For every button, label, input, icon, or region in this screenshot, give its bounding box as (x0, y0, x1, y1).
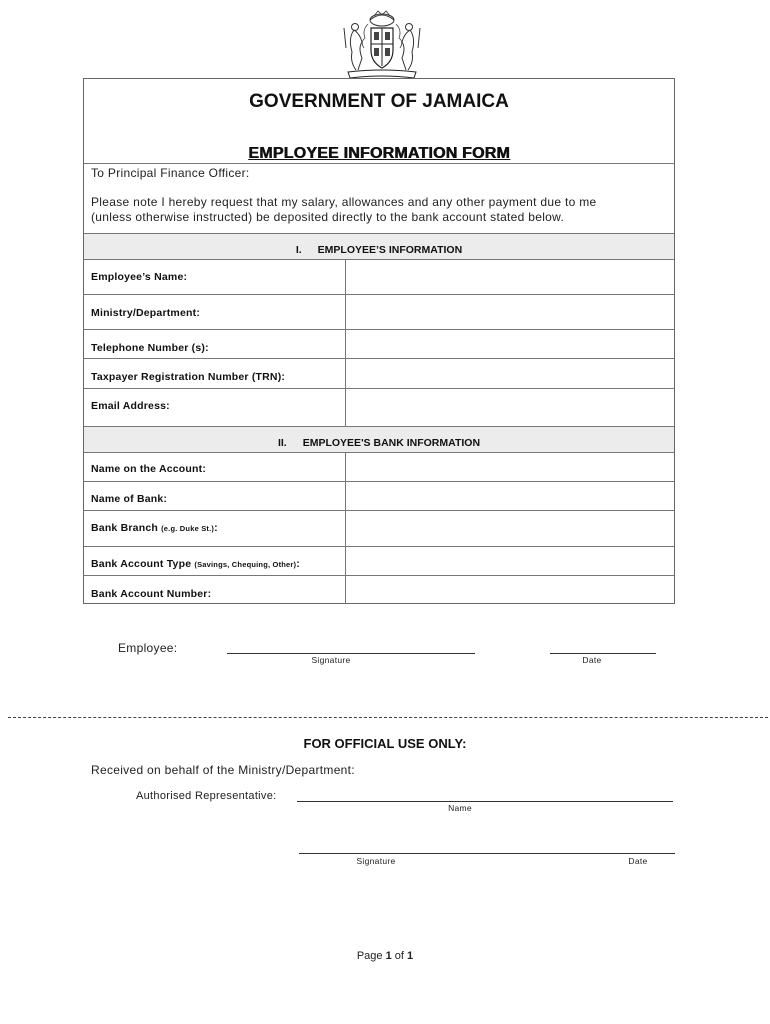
rep-signature-line[interactable] (299, 853, 675, 854)
section2-heading: EMPLOYEE'S BANK INFORMATION (302, 437, 481, 449)
trn-field[interactable] (346, 359, 675, 388)
telephone-field[interactable] (346, 330, 675, 358)
employee-name-label: Employee’s Name: (91, 271, 188, 283)
addressee-text: To Principal Finance Officer: (91, 166, 250, 180)
rep-name-line[interactable] (297, 801, 673, 802)
request-text-line2: (unless otherwise instructed) be deposited directly to the bank account stated below. (91, 210, 565, 224)
account-type-hint: (Savings, Chequing, Other) (194, 560, 297, 569)
section1-header (84, 233, 674, 259)
section2-header (84, 426, 674, 452)
ministry-department-field[interactable] (346, 295, 675, 329)
employee-signature-line[interactable] (227, 653, 475, 654)
coat-of-arms-icon (334, 8, 430, 82)
bank-branch-hint: (e.g. Duke St.) (161, 524, 215, 533)
ministry-department-label: Ministry/Department: (91, 307, 201, 319)
employee-date-caption: Date (582, 655, 602, 665)
bank-branch-label: Bank Branch (e.g. Duke St.): (91, 522, 218, 534)
rep-date-caption: Date (628, 856, 648, 866)
account-number-field[interactable] (346, 576, 675, 604)
employee-form-box (83, 78, 675, 604)
account-name-field[interactable] (346, 453, 675, 481)
section1-heading: EMPLOYEE’S INFORMATION (317, 244, 463, 256)
rep-signature-caption: Signature (356, 856, 396, 866)
bank-name-label: Name of Bank: (91, 493, 168, 505)
request-text-line1: Please note I hereby request that my salary, allowances and any other payment due to me (91, 195, 597, 209)
authorised-rep-label: Authorised Representative: (136, 790, 277, 802)
page-title: GOVERNMENT OF JAMAICA (249, 91, 509, 112)
account-name-label: Name on the Account: (91, 463, 207, 475)
cut-line-divider (8, 717, 768, 718)
employee-sign-label: Employee: (118, 641, 178, 655)
email-field[interactable] (346, 389, 675, 426)
section1-number: I. (295, 244, 302, 256)
account-type-label: Bank Account Type (Savings, Chequing, Other): (91, 558, 300, 570)
email-label: Email Address: (91, 400, 170, 412)
account-number-label: Bank Account Number: (91, 588, 212, 600)
trn-label: Taxpayer Registration Number (TRN): (91, 371, 286, 383)
received-text: Received on behalf of the Ministry/Department: (91, 763, 355, 777)
bank-branch-field[interactable] (346, 511, 675, 546)
employee-date-line[interactable] (550, 653, 656, 654)
employee-name-field[interactable] (346, 260, 675, 294)
form-title: EMPLOYEE INFORMATION FORM (248, 145, 510, 162)
rep-name-caption: Name (448, 803, 472, 813)
official-use-title: FOR OFFICIAL USE ONLY: (303, 736, 467, 751)
bank-name-field[interactable] (346, 482, 675, 510)
employee-signature-caption: Signature (311, 655, 351, 665)
page-number: Page 1 of 1 (356, 950, 414, 962)
section2-number: II. (277, 437, 287, 449)
account-type-field[interactable] (346, 547, 675, 575)
telephone-label: Telephone Number (s): (91, 342, 209, 354)
